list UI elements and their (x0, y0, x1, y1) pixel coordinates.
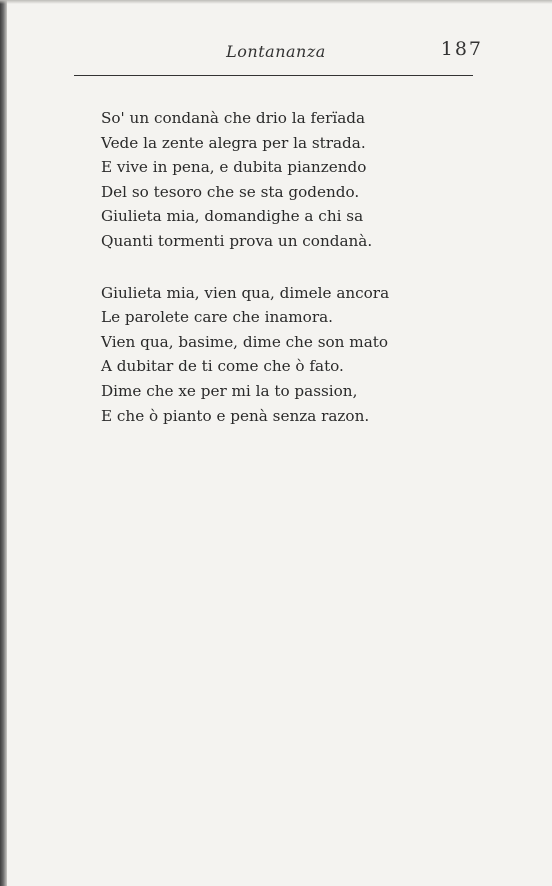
verse-line: Vien qua, basime, dime che son mato (101, 332, 388, 351)
running-title: Lontananza (226, 42, 326, 61)
poem-body (101, 106, 431, 428)
header-rule (74, 75, 473, 76)
verse-line: E che ò pianto e penà senza razon. (101, 406, 370, 425)
verse-line: Quanti tormenti prova un condanà. (101, 231, 373, 250)
verse-line: Giulieta mia, vien qua, dimele ancora (101, 283, 390, 302)
verse-line: So' un condanà che drio la ferïada (101, 109, 366, 127)
verse-line: E vive in pena, e dubita pianzendo (101, 158, 367, 177)
verse-line: Giulieta mia, domandighe a chi sa (101, 207, 364, 226)
verse-line: A dubitar de ti come che ò fato. (101, 357, 344, 376)
verse-line: Le parolete care che inamora. (101, 308, 333, 327)
page-number: 187 (440, 38, 483, 60)
page-binding-edge (0, 0, 7, 886)
stanza-1 (101, 106, 431, 254)
page-top-edge (0, 0, 552, 4)
verse-line: Vede la zente alegra per la strada. (101, 133, 366, 152)
verse-line: Del so tesoro che se sta godendo. (101, 182, 360, 201)
stanza-2 (101, 281, 431, 429)
verse-line: Dime che xe per mi la to passion, (101, 381, 358, 400)
